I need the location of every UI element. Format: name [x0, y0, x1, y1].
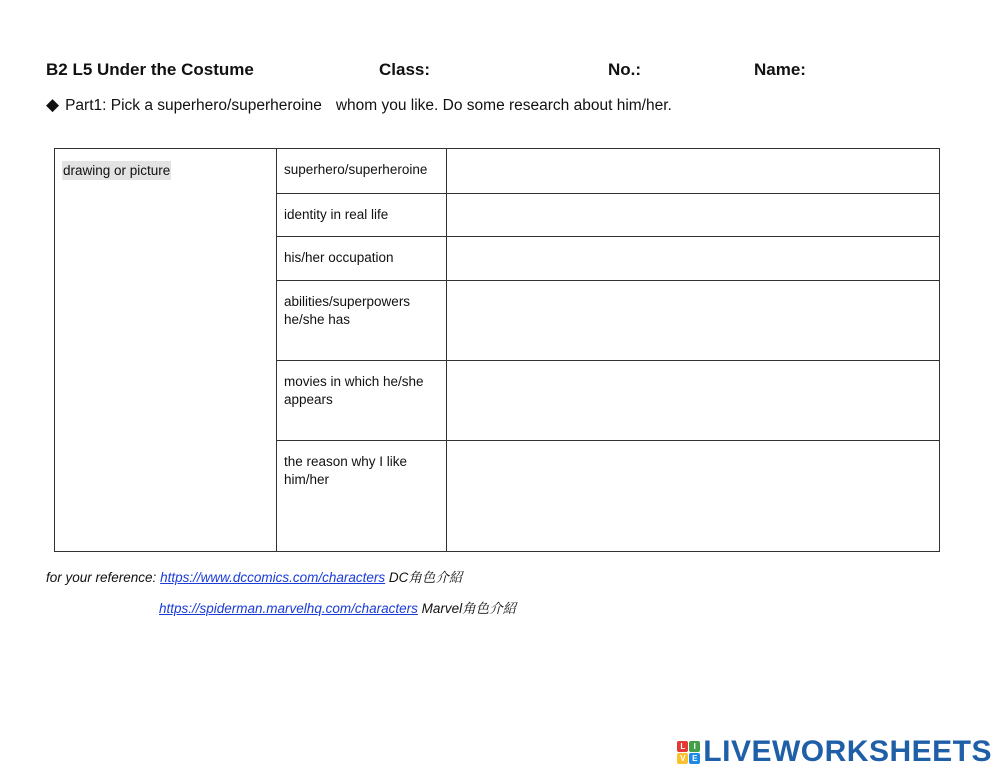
answer-text	[447, 281, 939, 293]
answer-occupation-cell[interactable]	[447, 237, 940, 281]
reference-line-marvel	[159, 597, 516, 617]
badge-letter: E	[689, 753, 700, 764]
marvel-note: Marvel角色介紹	[421, 601, 517, 616]
row-label-cell	[277, 281, 447, 361]
live-badge-icon	[677, 741, 700, 764]
drawing-label: drawing or picture	[63, 163, 171, 178]
row-label-cell	[277, 441, 447, 552]
worksheet-title: B2 L5 Under the Costume	[46, 60, 254, 79]
answer-abilities-cell[interactable]	[447, 281, 940, 361]
answer-reason-cell[interactable]	[447, 441, 940, 552]
row-label-cell	[277, 194, 447, 237]
badge-letter: V	[677, 753, 688, 764]
row-label: superhero/superheroine	[284, 162, 428, 177]
answer-identity-cell[interactable]	[447, 194, 940, 237]
reference-line-dc	[46, 566, 462, 586]
row-label: the reason why I like him/her	[284, 454, 408, 487]
liveworksheets-logo	[677, 736, 992, 768]
marvel-characters-link[interactable]: https://spiderman.marvelhq.com/characters	[159, 601, 418, 616]
dc-note: DC角色介紹	[388, 570, 463, 585]
reference-intro: for your reference:	[46, 570, 157, 585]
answer-superhero-cell[interactable]	[447, 149, 940, 194]
instruction-part2: whom you like. Do some research about him/her.	[335, 97, 672, 114]
row-label-cell	[277, 237, 447, 281]
class-label: Class:	[379, 60, 431, 79]
number-label: No.:	[608, 60, 642, 79]
answer-movies-cell[interactable]	[447, 361, 940, 441]
answer-text	[447, 149, 939, 161]
instruction-part1: Part1: Pick a superhero/superheroine	[65, 97, 322, 114]
logo-wordmark: LIVEWORKSHEETS	[703, 735, 992, 768]
superhero-research-table	[54, 148, 940, 552]
table-row	[55, 149, 940, 194]
row-label: movies in which he/she appears	[284, 374, 424, 407]
instruction-line	[46, 95, 672, 115]
answer-text	[447, 361, 939, 373]
row-label: his/her occupation	[284, 250, 394, 265]
row-label-cell	[277, 149, 447, 194]
name-label: Name:	[754, 60, 806, 79]
diamond-bullet-icon: ◆	[46, 95, 60, 114]
answer-text	[447, 441, 939, 453]
row-label-cell	[277, 361, 447, 441]
answer-text	[447, 194, 939, 206]
dc-characters-link[interactable]: https://www.dccomics.com/characters	[160, 570, 386, 585]
drawing-area[interactable]	[55, 149, 277, 552]
badge-letter: L	[677, 741, 688, 752]
badge-letter: I	[689, 741, 700, 752]
answer-text	[447, 237, 939, 249]
row-label: identity in real life	[284, 207, 389, 222]
row-label: abilities/superpowers he/she has	[284, 294, 411, 327]
